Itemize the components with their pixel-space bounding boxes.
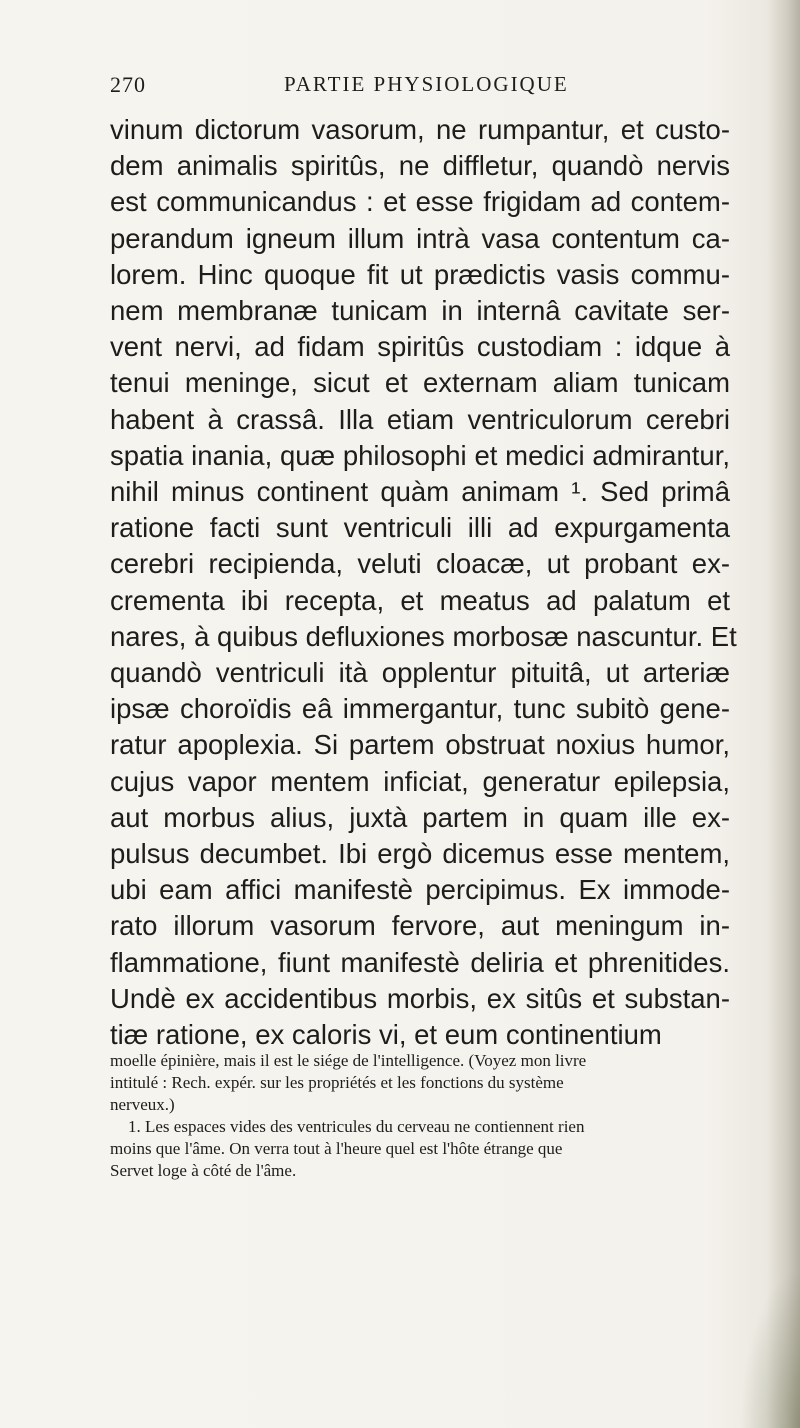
body-line: flammatione, fiunt manifestè deliria et phrenitides. xyxy=(110,946,730,978)
body-line: ratione facti sunt ventriculi illi ad expurgamenta xyxy=(110,512,730,544)
page-number: 270 xyxy=(110,72,146,97)
body-line: rato illorum vasorum fervore, aut meningum in- xyxy=(110,910,730,942)
body-line: ratur apoplexia. Si partem obstruat noxius humor, xyxy=(110,729,730,761)
body-line: dem animalis spiritûs, ne diffletur, quandò nervis xyxy=(110,150,730,182)
body-line: nem membranæ tunicam in internâ cavitate ser- xyxy=(110,295,730,327)
body-line: cerebri recipienda, veluti cloacæ, ut probant ex- xyxy=(110,548,730,580)
body-line: nares, à quibus defluxiones morbosæ nascuntur. Et xyxy=(110,620,737,652)
body-line: ipsæ choroïdis eâ immergantur, tunc subitò gene- xyxy=(110,693,730,725)
body-line: vinum dictorum vasorum, ne rumpantur, et custo- xyxy=(110,114,730,145)
footnotes xyxy=(110,1050,730,1182)
body-line: pulsus decumbet. Ibi ergò dicemus esse mentem, xyxy=(110,838,730,870)
body-line: perandum igneum illum intrà vasa contentum ca- xyxy=(110,222,730,254)
body-line: tiæ ratione, ex caloris vi, et eum continentium xyxy=(110,1019,662,1051)
footnote-line: Servet loge à côté de l'âme. xyxy=(110,1161,297,1180)
body-line: Undè ex accidentibus morbis, ex sitûs et substan- xyxy=(110,982,730,1014)
body-line: nihil minus continent quàm animam ¹. Sed primâ xyxy=(110,476,730,508)
body-text xyxy=(110,112,737,1053)
footnote-line: intitulé : Rech. expér. sur les propriétés et les fonctions du système xyxy=(110,1073,564,1092)
body-line: habent à crassâ. Illa etiam ventriculorum cerebri xyxy=(110,403,730,435)
body-line: tenui meninge, sicut et externam aliam tunicam xyxy=(110,367,730,399)
footnote-line: 1. Les espaces vides des ventricules du cerveau ne contiennent rien xyxy=(128,1117,585,1136)
footnote-line: moins que l'âme. On verra tout à l'heure quel est l'hôte étrange que xyxy=(110,1139,563,1158)
body-line: ubi eam affici manifestè percipimus. Ex immode- xyxy=(110,874,730,906)
page-corner-stain xyxy=(740,1268,800,1428)
body-line: aut morbus alius, juxtà partem in quam ille ex- xyxy=(110,801,730,833)
running-title: PARTIE PHYSIOLOGIQUE xyxy=(284,72,569,96)
page-edge-shadow xyxy=(766,0,800,1428)
footnote-line: nerveux.) xyxy=(110,1095,175,1114)
body-line: quandò ventriculi ità opplentur pituitâ, ut arteriæ xyxy=(110,657,730,689)
page-header xyxy=(110,72,730,100)
body-line: vent nervi, ad fidam spiritûs custodiam : idque à xyxy=(110,331,730,363)
body-line: est communicandus : et esse frigidam ad contem- xyxy=(110,186,730,218)
body-line: spatia inania, quæ philosophi et medici admirantur, xyxy=(110,439,730,471)
body-line: crementa ibi recepta, et meatus ad palatum et xyxy=(110,584,730,616)
footnote-line: moelle épinière, mais il est le siége de l'intelligence. (Voyez mon livre xyxy=(110,1051,587,1070)
body-line: cujus vapor mentem inficiat, generatur epilepsia, xyxy=(110,765,730,797)
body-line: lorem. Hinc quoque fit ut prædictis vasis commu- xyxy=(110,258,730,290)
